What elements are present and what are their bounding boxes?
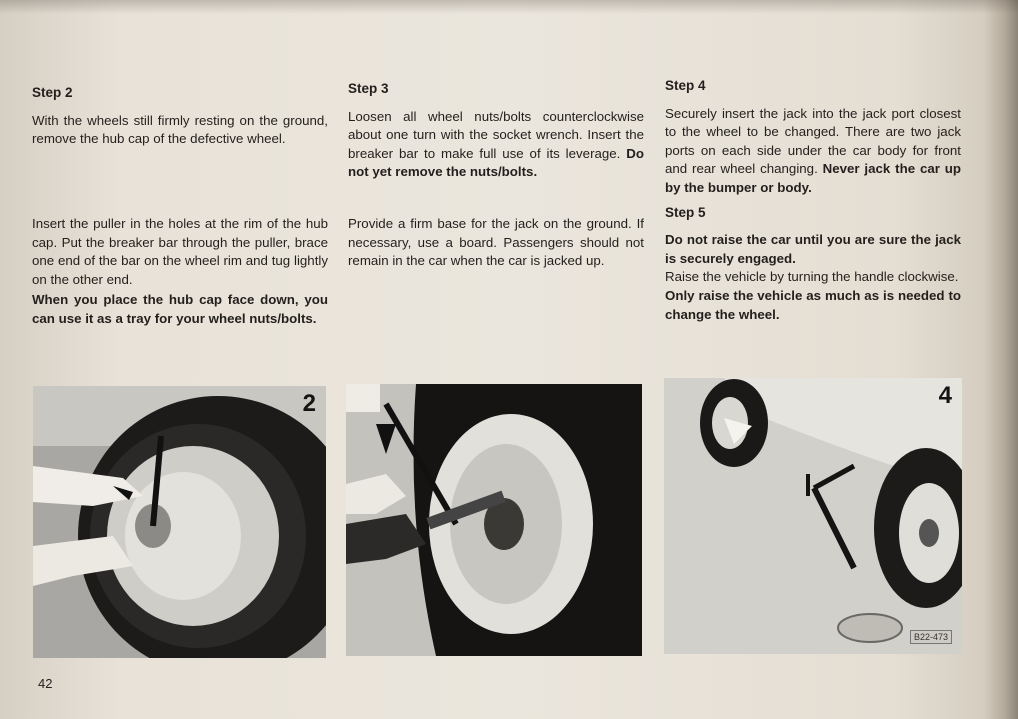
column-step-3 — [348, 80, 644, 182]
step-4-warning: Never jack the car up by the bumper or body. — [665, 161, 961, 195]
step-5-limit-note: Only raise the vehicle as much as is needed to change the wheel. — [665, 287, 961, 322]
step-3-text: Loosen all wheel nuts/bolts counterclockwise about one turn with the socket wrench. Insert the breaker bar to make full use of its leverage. — [348, 108, 644, 161]
column-step-2-continued — [32, 215, 328, 329]
figure-reference-code: B22-473 — [910, 630, 952, 644]
figure-3-number: 3 — [618, 388, 632, 415]
step-3-paragraph-1 — [348, 108, 644, 182]
step-5-heading: Step 5 — [665, 204, 706, 220]
figure-3-photo — [346, 384, 642, 656]
figure-4-number: 4 — [938, 382, 952, 409]
step-2-paragraph-1: With the wheels still firmly resting on the ground, remove the hub cap of the defective wheel. — [32, 112, 328, 147]
page-edge-shadow — [0, 0, 1018, 14]
page-binding-shadow — [984, 0, 1018, 719]
figure-2-number: 2 — [302, 390, 316, 417]
page-number: 42 — [38, 676, 53, 691]
step-2-paragraph-2: Insert the puller in the holes at the rim of the hub cap. Put the breaker bar through the puller, brace one end of the bar on the wheel rim and tug lightly on the other end. — [32, 216, 328, 287]
figure-4-photo — [664, 378, 962, 654]
step-4-paragraph-1 — [665, 105, 961, 198]
column-step-3-continued — [348, 215, 644, 271]
step-2-tray-note: When you place the hub cap face down, you can use it as a tray for your wheel nuts/bolts. — [32, 292, 328, 326]
step-2-heading: Step 2 — [32, 85, 73, 100]
step-3-warning: Do not yet remove the nuts/bolts. — [348, 145, 644, 180]
column-step-4 — [665, 77, 961, 324]
step-3-heading: Step 3 — [348, 81, 389, 96]
step-4-heading: Step 4 — [665, 78, 706, 93]
step-4-text: Securely insert the jack into the jack port closest to the wheel to be changed. There are two jack ports on each side under the car body for front and rear wheel changing. — [665, 105, 961, 177]
column-step-2 — [32, 84, 328, 149]
step-3-paragraph-2: Provide a firm base for the jack on the ground. If necessary, use a board. Passengers should not remain in the car when the car is jacked up. — [348, 216, 644, 269]
figure-2-photo — [33, 386, 326, 658]
wheel-bolt-loosening-illustration — [346, 384, 642, 656]
step-5-text: Raise the vehicle by turning the handle clockwise. — [665, 269, 959, 285]
hub-cap-removal-illustration — [33, 386, 326, 658]
jack-insertion-illustration — [664, 378, 962, 654]
step-5-caution: Do not raise the car until you are sure the jack is securely engaged. — [665, 232, 961, 266]
